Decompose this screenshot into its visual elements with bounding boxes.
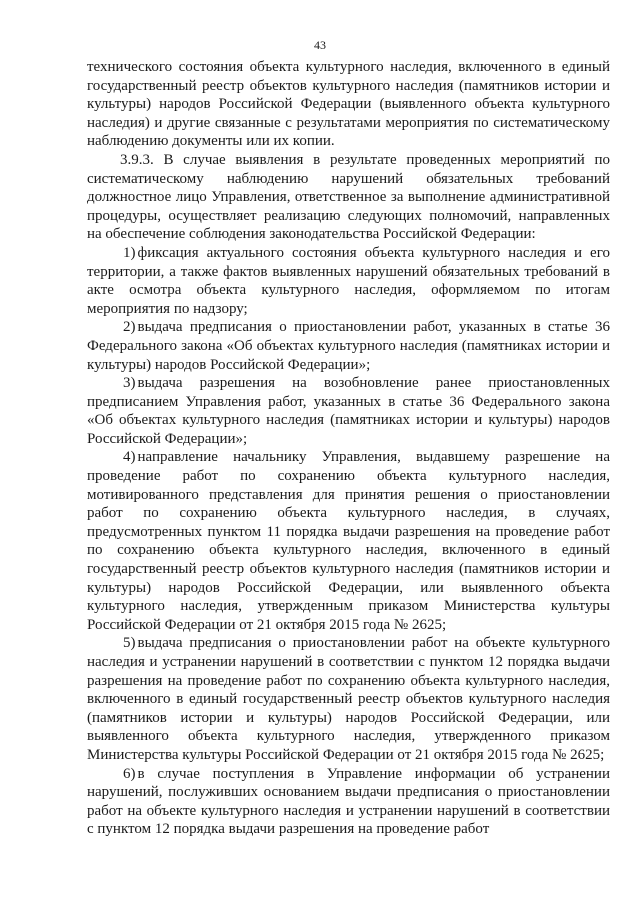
page-number: 43: [314, 38, 326, 52]
list-item-number: 6): [123, 765, 136, 782]
list-item-text: направление начальнику Управления, выдавшему разрешение на проведение работ по сохранению объекта культурного наследия, мотивированного представления для принятия решения о приостановлении работ по сохранению объекта культурного наследия, в случаях, предусмотренных пунктом 11 порядка выдачи разрешения на проведение работ по сохранению объекта культурного наследия, включенного в единый государственный реестр объектов культурного наследия (памятников истории и культуры) народов Российской Федерации, или выявленного объекта культурного наследия, утвержденным приказом Министерства культуры Российской Федерации от 21 октября 2015 года № 2625;: [87, 449, 610, 633]
powers-list: [87, 244, 610, 839]
list-item-number: 2): [123, 319, 136, 336]
list-item-number: 3): [123, 375, 136, 392]
list-item: [87, 448, 610, 634]
document-body: [87, 58, 610, 839]
list-item-text: фиксация актуального состояния объекта культурного наследия и его территории, а также фактов выявленных нарушений обязательных требований в акте осмотра объекта культурного наследия, оформляемом по итогам мероприятия по надзору;: [87, 244, 610, 317]
list-item-text: в случае поступления в Управление информации об устранении нарушений, послуживших основанием выдачи предписания о приостановлении работ на объекте культурного наследия и устранении нарушений в соответствии с пунктом 12 порядка выдачи разрешения на проведение работ: [87, 765, 610, 838]
list-item: [87, 318, 610, 374]
list-item: [87, 765, 610, 839]
list-item-text: выдача предписания о приостановлении работ на объекте культурного наследия и устранении нарушений в соответствии с пунктом 12 порядка выдачи разрешения на проведение работ по сохранению объекта культурного наследия, включенного в единый государственный реестр объектов культурного наследия (памятников истории и культуры) народов Российской Федерации, или выявленного объекта культурного наследия, утвержденного приказом Министерства культуры Российской Федерации от 21 октября 2015 года № 2625;: [87, 635, 610, 763]
list-item: [87, 374, 610, 448]
list-item-text: выдача предписания о приостановлении работ, указанных в статье 36 Федерального закона «Об объектах культурного наследия (памятниках истории и культуры) народов Российской Федерации»;: [87, 319, 610, 373]
list-item-text: выдача разрешения на возобновление ранее приостановленных предписанием Управления работ, указанных в статье 36 Федерального закона «Об объектах культурного наследия (памятниках истории и культуры) народов Российской Федерации»;: [87, 375, 610, 447]
list-item-number: 1): [123, 244, 136, 261]
list-item-number: 4): [123, 449, 136, 466]
list-item: [87, 244, 610, 318]
paragraph-continued: технического состояния объекта культурного наследия, включенного в единый государственный реестр объектов культурного наследия (памятников истории и культуры) народов Российской Федерации (выявленного объекта культурного наследия) и другие связанные с результатами мероприятия по систематическому наблюдению документы или их копии.: [87, 59, 610, 150]
paragraph-3-9-3: 3.9.3. В случае выявления в результате проведенных мероприятий по систематическому наблюдению нарушений обязательных требований должностное лицо Управления, ответственное за выполнение административной процедуры, осуществляет реализацию следующих полномочий, направленных на обеспечение соблюдения законодательства Российской Федерации:: [87, 151, 610, 243]
list-item-number: 5): [123, 635, 136, 652]
list-item: [87, 634, 610, 764]
